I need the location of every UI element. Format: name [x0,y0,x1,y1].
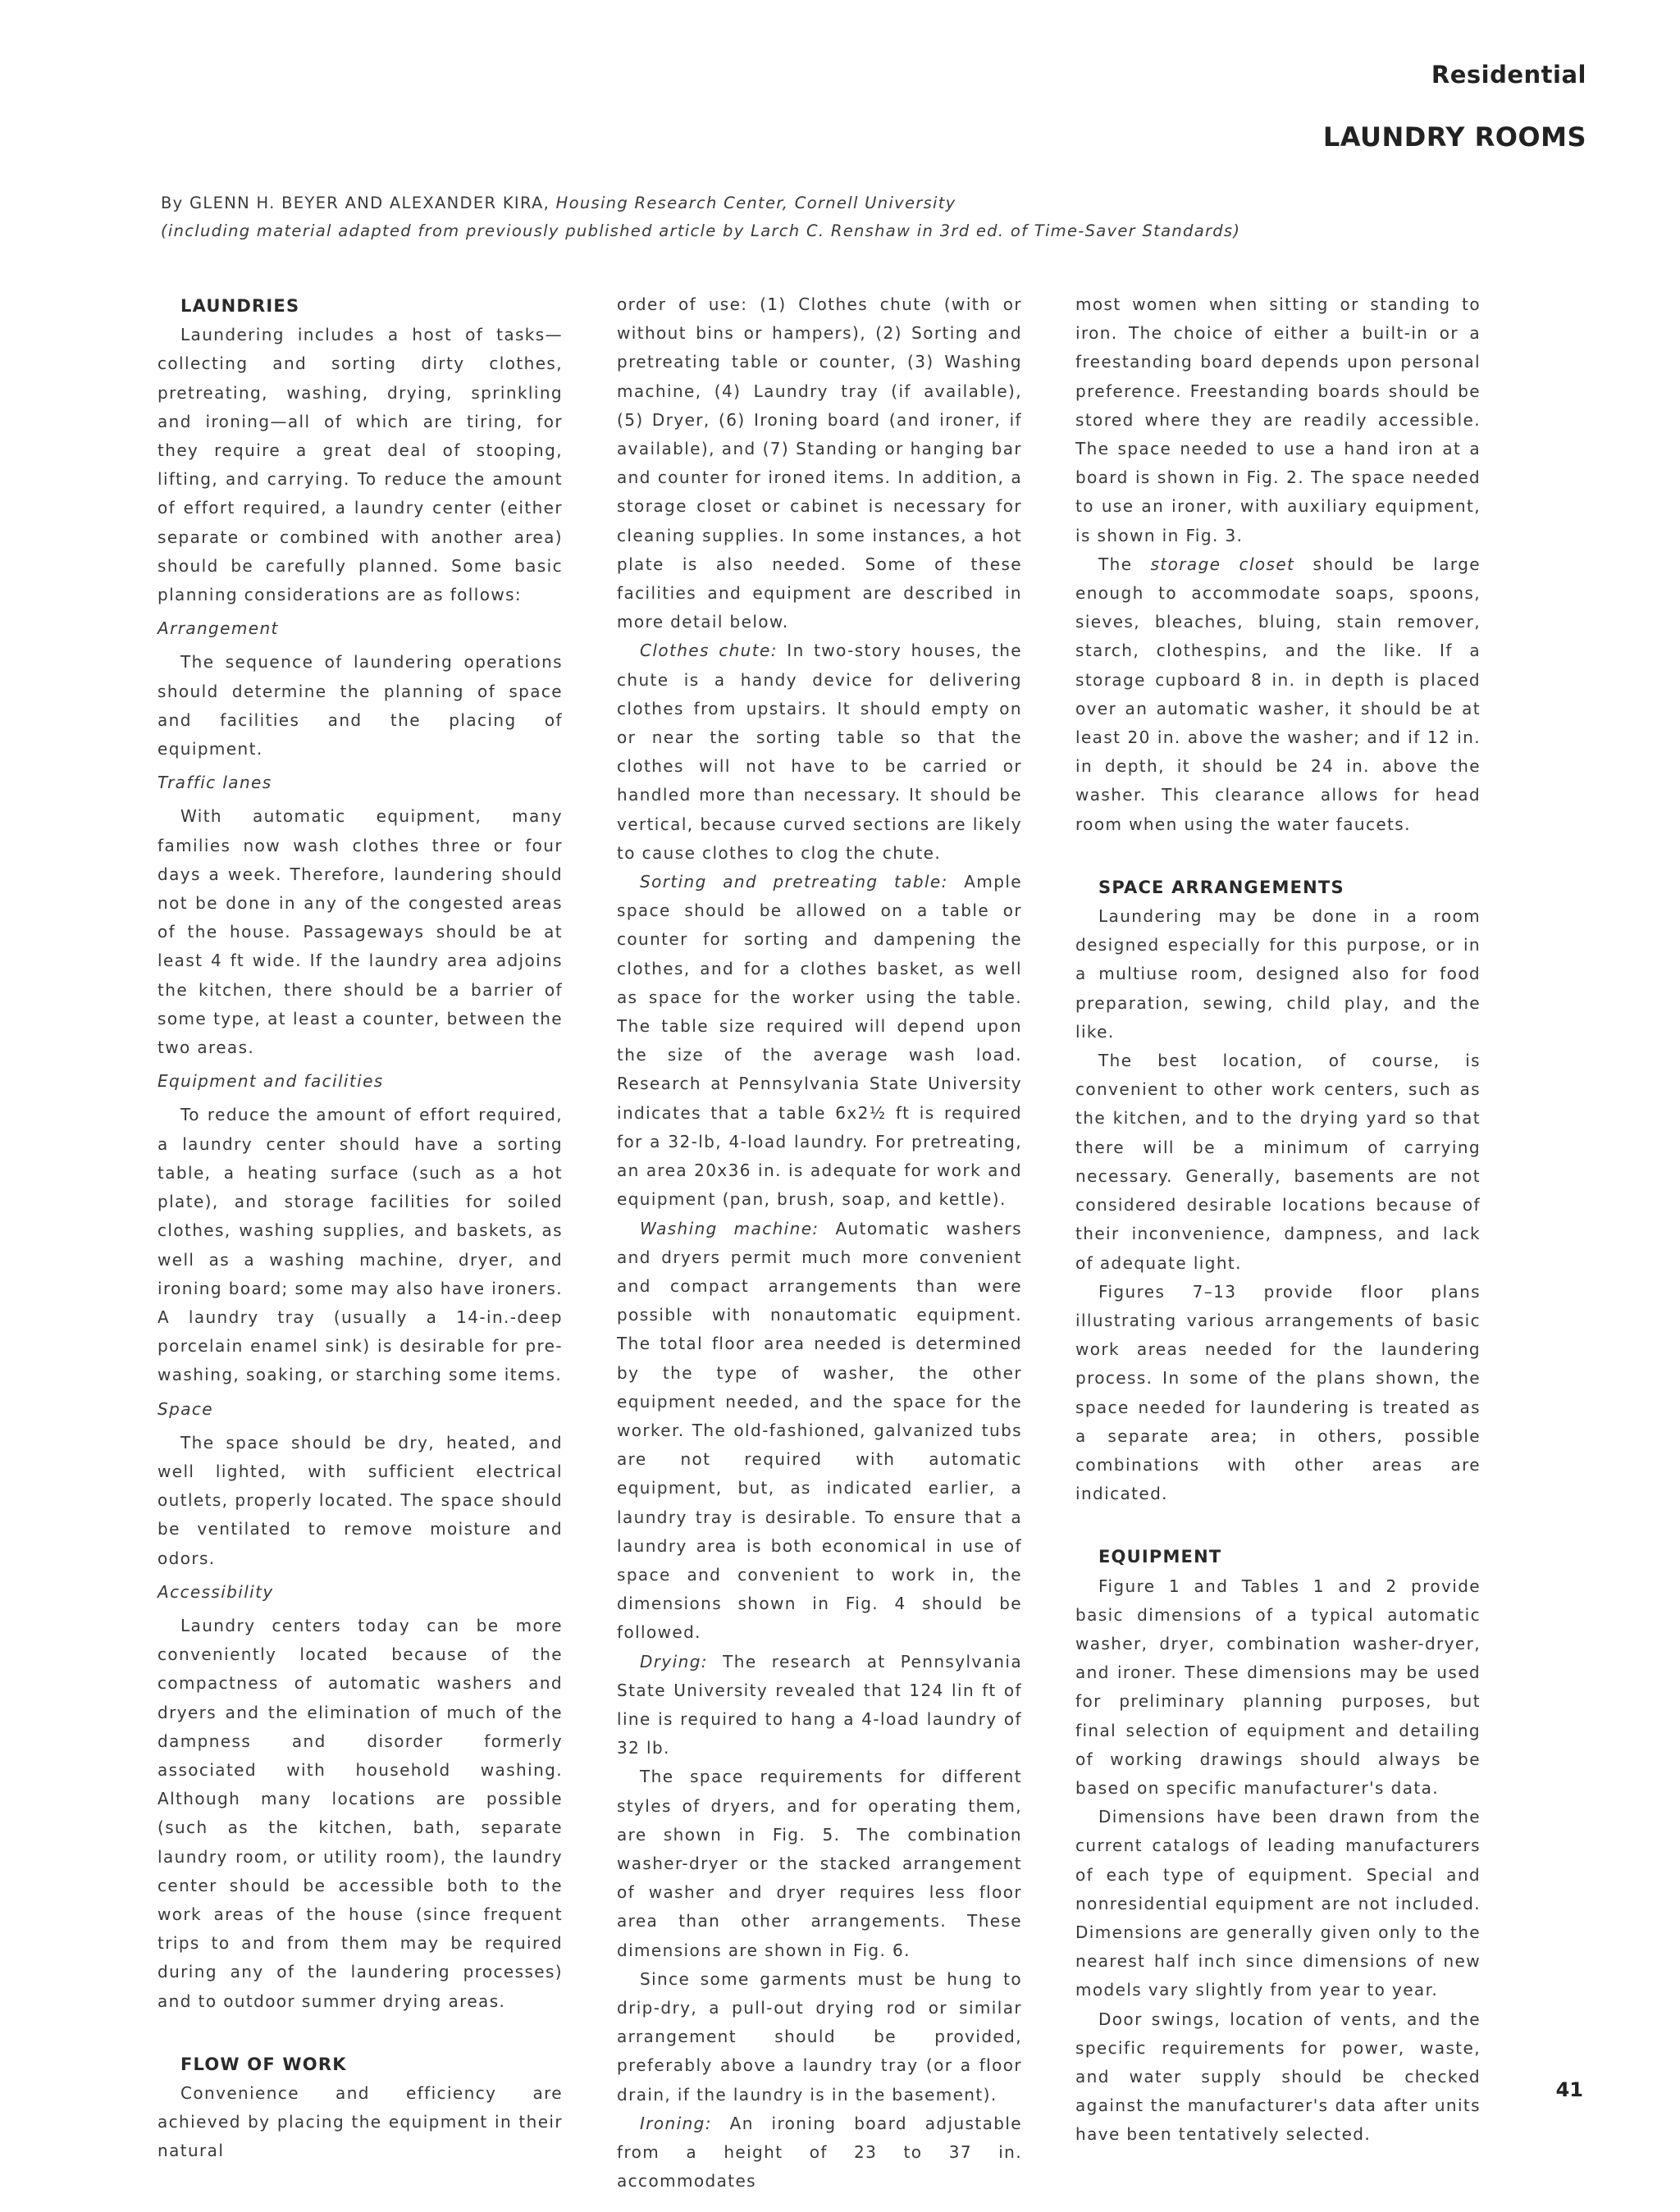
subheading-arrangement: Arrangement [158,618,279,639]
paragraph-drying [617,1648,1022,1763]
section-heading-space-arrangements: SPACE ARRANGEMENTS [1098,877,1344,897]
paragraph-arrangement: The sequence of laundering operations should determine the planning of space and facilities and the placing of equipment. [158,652,563,759]
page-title: LAUNDRY ROOMS [1322,121,1586,153]
inline-heading-storage-closet: storage closet [1150,554,1295,574]
paragraph-equipment-1: Figure 1 and Tables 1 and 2 provide basic dimensions of a typical automatic washer, dryer, combination washer-dryer, and ironer. These dimensions may be used for preliminary planning purposes, but final selection of equipment and detailing of working drawings should always be based on specific manufacturer's data. [1075,1576,1481,1798]
inline-heading-ironing: Ironing: [640,2113,712,2133]
inline-heading-washing-machine: Washing machine: [640,1218,819,1238]
paragraph-clothes-chute-text: In two-story houses, the chute is a handy device for delivering clothes from upstairs. It should empty on or near the sorting table so that the clothes will not have to be carried or handled more than necessary. It should be vertical, because curved sections are likely to cause clothes to clog the chute. [617,641,1022,863]
paragraph-space-arrangements-3: Figures 7–13 provide floor plans illustrating various arrangements of basic work areas needed for the laundering process. In some of the plans shown, the space needed for laundering is treated as a separate area; in others, possible combinations with other areas are indicated. [1075,1281,1481,1504]
subheading-equipment-facilities: Equipment and facilities [158,1071,384,1092]
inline-heading-drying: Drying: [640,1651,708,1672]
paragraph-intro: Laundering includes a host of tasks—collecting and sorting dirty clothes, pretreating, washing, drying, sprinkling and ironing—all of which are tiring, for they require a great deal of stooping, lifting, and carrying. To reduce the amount of effort required, a laundry center (either separate or combined with another area) should be carefully planned. Some basic planning considerations are as follows: [158,325,563,605]
byline-note: (including material adapted from previously published article by Larch C. Renshaw in 3rd ed. of Time-Saver Standards) [161,221,1241,240]
paragraph-flow-of-work: Convenience and efficiency are achieved by placing the equipment in their natural [158,2082,563,2161]
byline-authors: By GLENN H. BEYER AND ALEXANDER KIRA, [161,194,550,212]
paragraph-dryers: The space requirements for different styles of dryers, and for operating them, are shown in Fig. 5. The combination washer-dryer or the stacked arrangement of washer and dryer requires less floor area than other arrangements. These dimensions are shown in Fig. 6. [617,1767,1022,1960]
paragraph-sorting-table [617,868,1022,1214]
text-column-1 [158,292,563,2166]
section-heading-equipment: EQUIPMENT [1098,1547,1222,1567]
byline-line-1 [161,189,1240,217]
section-heading-flow-of-work: FLOW OF WORK [180,2054,347,2074]
paragraph-sorting-table-text: Ample space should be allowed on a table or counter for sorting and dampening the clothes, and for a clothes basket, as well as space for the worker using the table. The table size required will depend upon the size of the average wash load. Research at Pennsylvania State University indicates that a table 6x2½ ft is required for a 32-lb, 4-load laundry. For pretreating, an area 20x36 in. is adequate for work and equipment (pan, brush, soap, and kettle). [617,872,1022,1210]
paragraph-storage-lead: The [1098,554,1133,574]
paragraph-ironing-text: An ironing board adjustable from a height of 23 to 37 in. accommodates [617,2113,1022,2191]
paragraph-equipment-3: Door swings, location of vents, and the specific requirements for power, waste, and water supply should be checked against the manufacturer's data after units have been tentatively selected. [1075,2009,1481,2145]
section-label: Residential [1431,61,1586,89]
paragraph-space-arrangements-1: Laundering may be done in a room designed especially for this purpose, or in a multiuse room, designed also for food preparation, sewing, child play, and the like. [1075,906,1481,1042]
paragraph-washing-machine [617,1215,1022,1648]
paragraph-equipment-facilities: To reduce the amount of effort required, a laundry center should have a sorting table, a heating surface (such as a hot plate), and storage facilities for soiled clothes, washing supplies, and baskets, as well as a washing machine, dryer, and ironing board; some may also have ironers. A laundry tray (usually a 14-in.-deep porcelain enamel sink) is desirable for pre-washing, soaking, or starching some items. [158,1105,563,1385]
inline-heading-clothes-chute: Clothes chute: [640,641,778,661]
paragraph-drying-text: The research at Pennsylvania State University revealed that 124 lin ft of line is required to hang a 4-load laundry of 32 lb. [617,1651,1022,1758]
paragraph-ironing [617,2109,1022,2196]
byline-line-2 [161,217,1240,245]
paragraph-traffic-lanes: With automatic equipment, many families now wash clothes three or four days a week. Therefore, laundering should not be done in any of the congested areas of the house. Passageways should be at least 4 ft wide. If the laundry area adjoins the kitchen, there should be a barrier of some type, at least a counter, between the two areas. [158,806,563,1058]
paragraph-space-arrangements-2: The best location, of course, is convenient to other work centers, such as the kitchen, and to the drying yard so that there will be a minimum of carrying necessary. Generally, basements are not considered desirable locations because of their inconvenience, dampness, and lack of adequate light. [1075,1051,1481,1273]
byline-affiliation: Housing Research Center, Cornell University [555,194,956,212]
subheading-traffic-lanes: Traffic lanes [158,773,272,793]
paragraph-drip-dry: Since some garments must be hung to drip-dry, a pull-out drying rod or similar arrangement should be provided, preferably above a laundry tray (or a floor drain, if the laundry is in the basement). [617,1968,1022,2105]
paragraph-storage-closet [1075,550,1481,839]
paragraph-accessibility: Laundry centers today can be more conveniently located because of the compactness of automatic washers and dryers and the elimination of much of the dampness and disorder formerly associated with household washing. Although many locations are possible (such as the kitchen, bath, separate laundry room, or utility room), the laundry center should be accessible both to the work areas of the house (since frequent trips to and from them may be required during any of the laundering processes) and to outdoor summer drying areas. [158,1615,563,2011]
paragraph-storage-text: should be large enough to accommodate soaps, spoons, sieves, bleaches, bluing, stain remover, starch, clothespins, and the like. If a storage cupboard 8 in. in depth is placed over an automatic washer, it should be at least 20 in. above the washer; and if 12 in. in depth, it should be 24 in. above the washer. This clearance allows for head room when using the water faucets. [1075,554,1481,834]
inline-heading-sorting-table: Sorting and pretreating table: [640,872,948,892]
section-heading-laundries: LAUNDRIES [180,296,300,316]
byline [161,189,1240,245]
paragraph-equipment-2: Dimensions have been drawn from the current catalogs of leading manufacturers of each type of equipment. Special and nonresidential equipment are not included. Dimensions are generally given only to the nearest half inch since dimensions of new models vary slightly from year to year. [1075,1807,1481,2000]
subheading-space: Space [158,1398,213,1419]
subheading-accessibility: Accessibility [158,1581,274,1602]
page-number: 41 [1555,2078,1583,2101]
paragraph-ironing-continued: most women when sitting or standing to iron. The choice of either a built-in or a freestanding board depends upon personal preference. Freestanding boards should be stored where they are readily accessible. The space needed to use a hand iron at a board is shown in Fig. 2. The space needed to use an ironer, with auxiliary equipment, is shown in Fig. 3. [1075,294,1481,545]
paragraph-washing-machine-text: Automatic washers and dryers permit much more convenient and compact arrangements than were possible with nonautomatic equipment. The total floor area needed is determined by the type of washer, the other equipment needed, and the space for the worker. The old-fashioned, galvanized tubs are not required with automatic equipment, but, as indicated earlier, a laundry tray is desirable. To ensure that a laundry area is both economical in use of space and convenient to work in, the dimensions shown in Fig. 4 should be followed. [617,1218,1022,1643]
paragraph-clothes-chute [617,636,1022,868]
paragraph-order-of-use: order of use: (1) Clothes chute (with or without bins or hampers), (2) Sorting and pretreating table or counter, (3) Washing machine, (4) Laundry tray (if available), (5) Dryer, (6) Ironing board (and ironer, if available), and (7) Standing or hanging bar and counter for ironed items. In addition, a storage closet or cabinet is necessary for cleaning supplies. In some instances, a hot plate is also needed. Some of these facilities and equipment are described in more detail below. [617,294,1022,632]
text-column-3 [1075,290,1481,2150]
paragraph-space: The space should be dry, heated, and well lighted, with sufficient electrical outlets, properly located. The space should be ventilated to remove moisture and odors. [158,1432,563,1568]
text-column-2 [617,290,1022,2196]
